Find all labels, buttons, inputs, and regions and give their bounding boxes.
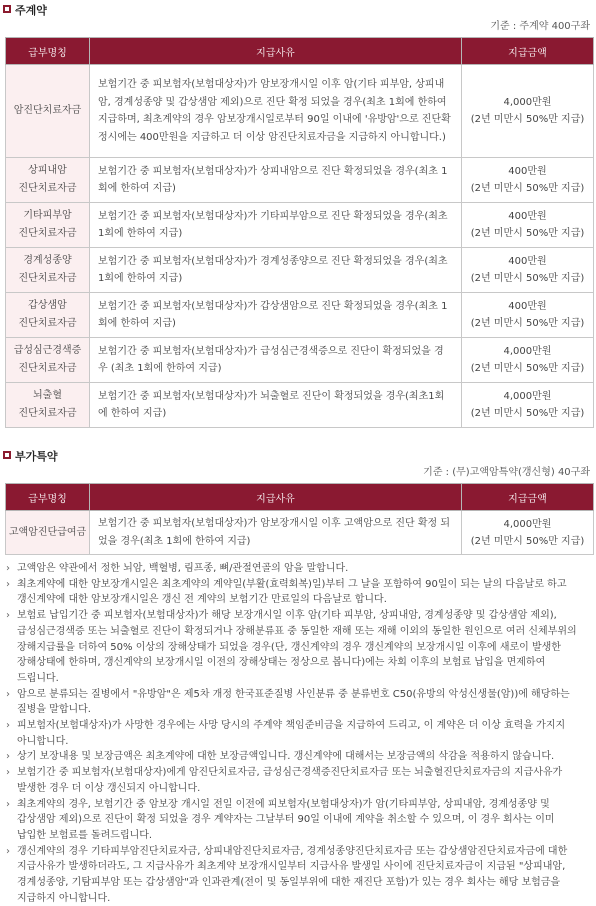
benefit-name: 뇌출혈 진단치료자금 — [18, 390, 77, 419]
table-row — [6, 65, 594, 158]
arrow-bullet-icon: › — [6, 845, 10, 857]
benefit-amount: 400만원 (2년 미만시 50%만 지급) — [470, 211, 585, 239]
arrow-bullet-icon: › — [6, 578, 10, 590]
benefit-reason: 보험기간 중 피보험자(보험대상자)가 갑상샘암으로 진단 확정되었을 경우(최초 1회에 한하여 지급) — [90, 293, 462, 338]
benefit-amount: 400만원 (2년 미만시 50%만 지급) — [470, 166, 585, 194]
arrow-bullet-icon: › — [6, 563, 10, 574]
benefit-reason: 보험기간 중 피보험자(보험대상자)가 급성심근경색증으로 진단이 확정되었을 경우 (최초 1회에 한하여 지급) — [90, 338, 462, 383]
list-item: › 고액암은 약관에서 정한 뇌암, 백혈병, 림프종, 뼈/관절연골의 암을 말합니다. — [0, 561, 585, 577]
benefit-reason: 보험기간 중 피보험자(보험대상자)가 암보장개시일 이후 암(기타 피부암, 상피내암, 경계성종양 및 갑상샘암 제외)으로 진단 확정 되었을 경우(최초 1회에 한하여 지급하며, 최초계약의 경우 암보장개시일로부터 90일 이내에 '유방암'으로 진단확정시에는 400만원을 지급하고 더 이상 암진단치료자금을 지급하지 아니합니다.) — [90, 65, 462, 158]
benefit-amount: 4,000만원 (2년 미만시 50%만 지급) — [470, 97, 585, 125]
arrow-bullet-icon: › — [6, 688, 10, 700]
table-row — [6, 383, 594, 428]
benefit-name: 기타피부암 진단치료자금 — [18, 210, 77, 239]
list-item: › 보험기간 중 피보험자(보험대상자)에게 암진단치료자금, 급성심근경색증진단치료자금 또는 뇌출혈진단치료자금의 지급사유가 발생한 경우 더 이상 갱신되지 아니합니다. — [6, 767, 563, 794]
table-row — [6, 511, 594, 555]
list-item: › 상기 보장내용 및 보장금액은 최초계약에 대한 보장금액입니다. 갱신계약에 대해서는 보장금액의 삭감을 적용하지 않습니다. — [0, 749, 585, 765]
table-row — [6, 203, 594, 248]
list-item: › 최초계약의 경우, 보험기간 중 암보장 개시일 전일 이전에 피보험자(보험대상자)가 암(기타피부암, 상피내암, 경계성종양 및 갑상샘암 제외)으로 진단이 확정 되었을 경우 계약자는 그날부터 90일 이내에 계약을 취소할 수 있으며, 이 경우 회사는 이미 납입한 보험료를 돌려드립니다. — [6, 798, 555, 841]
list-item: › 보험료 납입기간 중 피보험자(보험대상자)가 해당 보장개시일 이후 암(기타 피부암, 상피내암, 경계성종양 및 갑상샘암 제외), 급성심근경색증 또는 뇌출혈로 진단이 확정되거나 장해분류표 중 동일한 재해 또는 재해 이외의 동일한 원인으로 여러 신체부위의 장해지급률을 더하여 50% 이상의 장해상태가 되었을 경우(단, 갱신계약의 경우 갱신계약의 보장개시일 이후에 새로이 발생한 장해상태에 한하며, 갱신계약의 보장개시일 이전의 장해상태는 정상으로 봅니다)에는 차회 이후의 보험료 납입을 면제하여 드립니다. — [6, 610, 577, 684]
list-item: › 갱신계약의 경우 기타피부암진단치료자금, 상피내암진단치료자금, 경계성종양진단치료자금 또는 갑상샘암진단치료자금에 대한 지급사유가 발생하더라도, 그 지급사유가 최초계약 보장개시일부터 지급사유 발생일 사이에 진단치료자금이 지급된 "상피내암,경계성종양, 기탐피부암 또는 갑상샘암"과 인과관계(전이 및 동일부위에 대한 재진단 포함)가 있는 경우 회사는 해당 보험금을 지급하지 아니합니다. — [6, 845, 568, 904]
main-section-header — [0, 2, 596, 18]
list-item: › 암으로 분류되는 질병에서 "유방암"은 제5차 개정 한국표준질병 사인분류 중 분류번호 C50(유방의 악성신생물(암))에 해당하는 질병을 말합니다. — [6, 688, 570, 716]
column-header-reason: 지급사유 — [90, 484, 462, 511]
benefit-amount: 4,000만원 (2년 미만시 50%만 지급) — [470, 391, 585, 419]
benefit-amount: 4,000만원 (2년 미만시 50%만 지급) — [470, 518, 585, 547]
column-header-name: 급부명칭 — [6, 484, 90, 511]
benefit-reason: 보험기간 중 피보험자(보험대상자)가 뇌출혈로 진단이 확정되었을 경우(최초1회에 한하여 지급) — [90, 383, 462, 428]
arrow-bullet-icon: › — [6, 610, 10, 622]
benefit-reason: 보험기간 중 피보험자(보험대상자)가 경계성종양으로 진단 확정되었을 경우(최초 1회에 한하여 지급) — [90, 248, 462, 293]
benefit-name: 갑상샘암 진단치료자금 — [18, 300, 77, 329]
rider-section-title: 부가특약 — [15, 450, 58, 463]
benefit-reason: 보험기간 중 피보험자(보험대상자)가 상피내암으로 진단 확정되었을 경우(최초 1회에 한하여 지급) — [90, 158, 462, 203]
list-item: › 최초계약에 대한 암보장개시일은 최초계약의 계약일(부활(효력회복)일)부터 그 날을 포함하여 90일이 되는 날의 다음날로 하고 갱신계약에 대한 암보장개시일은 갱신 전 계약의 보험기간 만료일의 다음날로 합니다. — [6, 578, 567, 606]
benefit-amount: 400만원 (2년 미만시 50%만 지급) — [470, 301, 585, 329]
arrow-bullet-icon: › — [6, 798, 10, 810]
main-benefit-table — [5, 37, 594, 428]
benefit-reason: 보험기간 중 피보험자(보험대상자)가 암보장개시일 이후 고액암으로 진단 확정 되었을 경우(최초 1회에 한하여 지급) — [90, 511, 462, 555]
rider-benefit-table — [5, 483, 594, 555]
rider-section-basis: 기준 : (무)고액암특약(갱신형) 40구좌 — [423, 467, 590, 478]
benefit-amount: 4,000만원 (2년 미만시 50%만 지급) — [470, 346, 585, 374]
square-bullet-icon — [3, 451, 11, 459]
column-header-reason: 지급사유 — [90, 38, 462, 65]
column-header-amount: 지급금액 — [462, 484, 594, 511]
benefit-reason: 보험기간 중 피보험자(보험대상자)가 기타피부암으로 진단 확정되었을 경우(최초 1회에 한하여 지급) — [90, 203, 462, 248]
benefit-name: 경계성종양 진단치료자금 — [18, 255, 77, 284]
table-row — [6, 158, 594, 203]
arrow-bullet-icon: › — [6, 720, 10, 732]
table-row — [6, 338, 594, 383]
notes-list — [0, 561, 585, 906]
list-item: › 피보험자(보험대상자)가 사망한 경우에는 사망 당시의 주계약 책임준비금을 지급하여 드리고, 이 계약은 더 이상 효력을 가지지 아니합니다. — [6, 720, 566, 747]
arrow-bullet-icon: › — [6, 751, 10, 763]
table-header-row — [6, 38, 594, 65]
main-section-basis: 기준 : 주계약 400구좌 — [490, 21, 590, 32]
table-header-row — [6, 484, 594, 511]
column-header-amount: 지급금액 — [462, 38, 594, 65]
table-row — [6, 248, 594, 293]
main-section-title: 주계약 — [15, 4, 47, 17]
rider-section-header — [0, 448, 596, 464]
benefit-name: 고액암진단급여금 — [8, 526, 87, 538]
benefit-name: 암진단치료자금 — [13, 105, 82, 116]
benefit-name: 상피내암 진단치료자금 — [18, 165, 77, 194]
arrow-bullet-icon: › — [6, 767, 10, 779]
square-bullet-icon — [3, 5, 11, 13]
table-row — [6, 293, 594, 338]
benefit-name: 급성심근경색증 진단치료자금 — [13, 345, 82, 374]
column-header-name: 급부명칭 — [6, 38, 90, 65]
benefit-amount: 400만원 (2년 미만시 50%만 지급) — [470, 256, 585, 284]
